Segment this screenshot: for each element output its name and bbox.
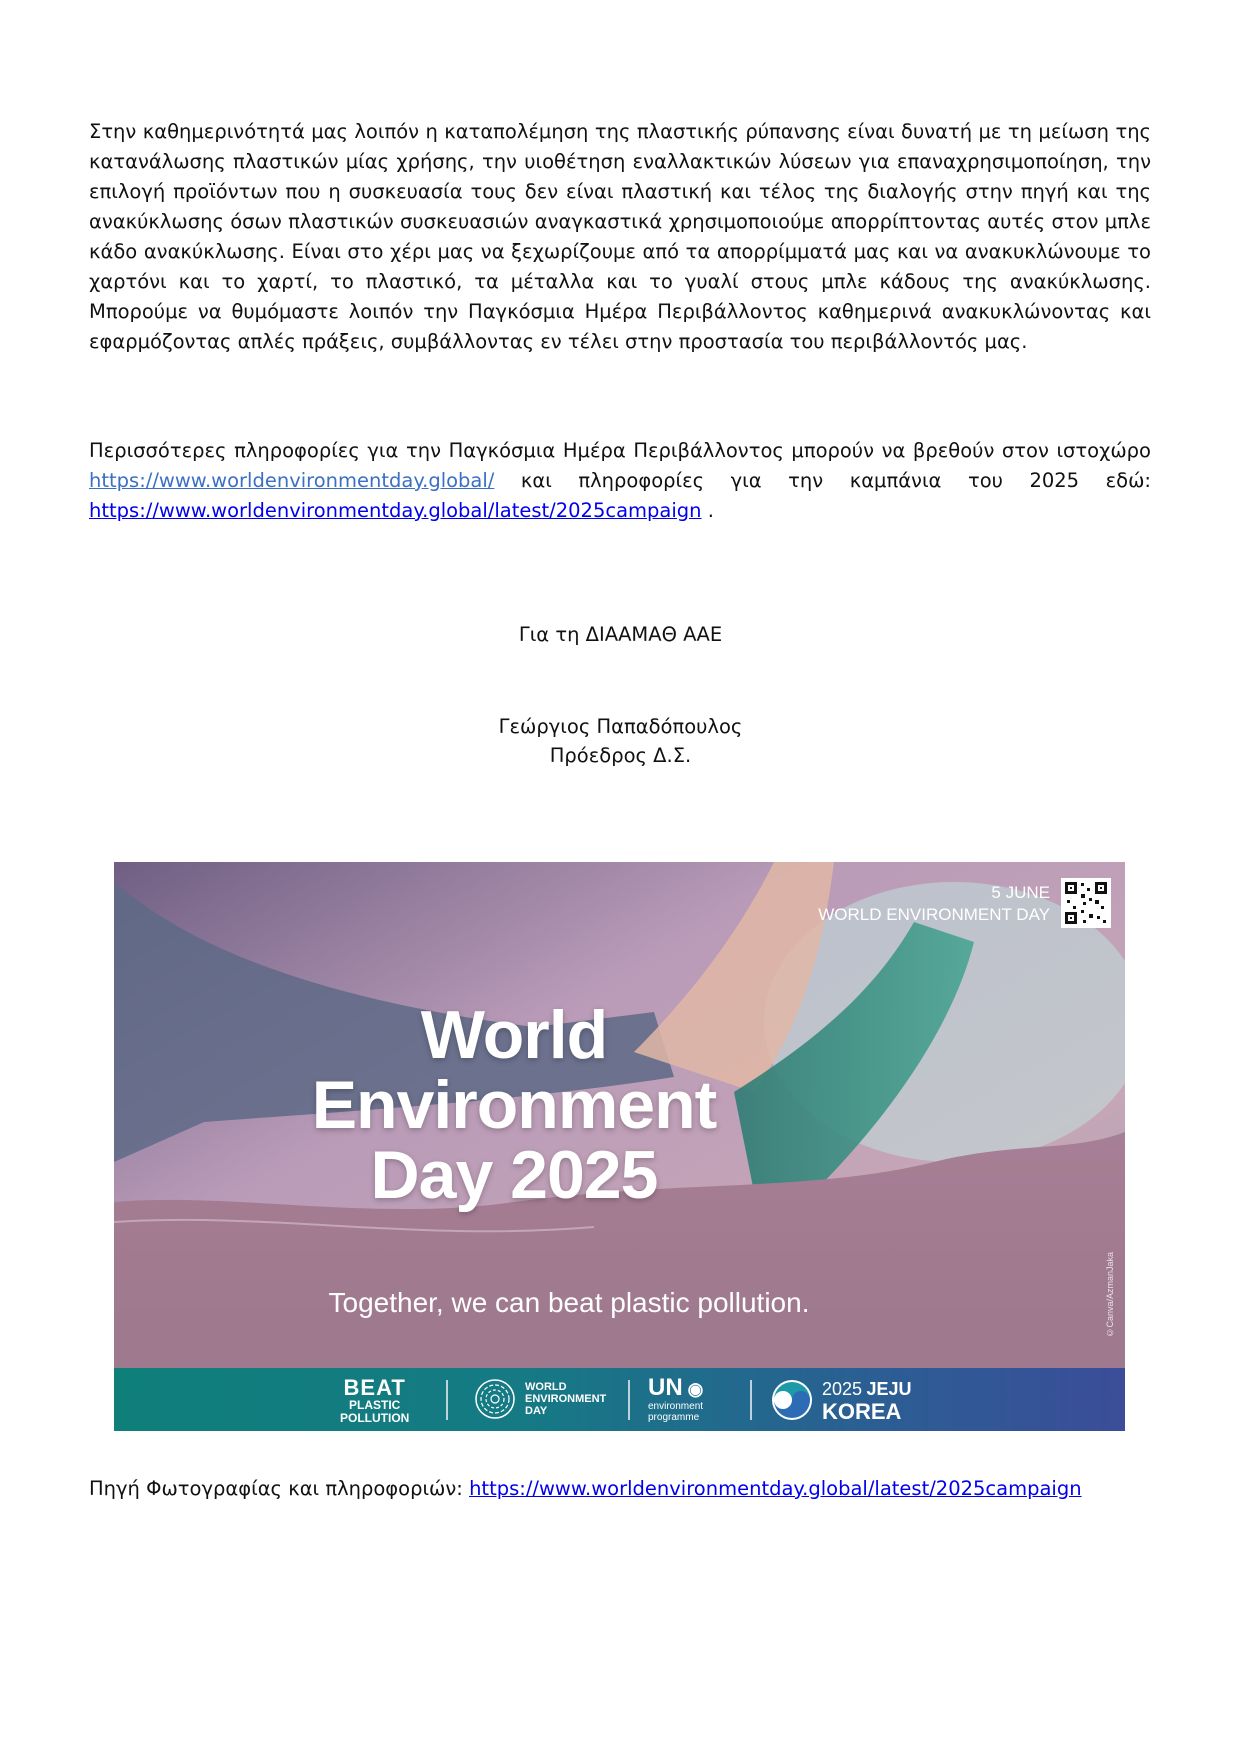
banner-title [114, 997, 914, 1213]
banner-title-line-2: Environment [311, 1067, 717, 1143]
campaign-2025-link[interactable]: https://www.worldenvironmentday.global/latest/2025campaign [89, 499, 702, 522]
plastic-text: PLASTIC [348, 1398, 401, 1412]
jeju-text: JEJU [866, 1379, 912, 1399]
more-info-text-3: . [701, 499, 714, 522]
banner-event-name: WORLD ENVIRONMENT DAY [818, 905, 1050, 924]
more-info-text-1: Περισσότερες πληροφορίες για την Παγκόσμια Ημέρα Περιβάλλοντος μπορούν να βρεθούν στον ιστοχώρο [89, 439, 1151, 462]
fingerprint-icon [474, 1378, 516, 1420]
banner-title-line-1: World [420, 997, 608, 1073]
qr-code-icon [1061, 878, 1111, 928]
banner-date-block [818, 882, 1050, 926]
banner-logo-strip [114, 1368, 1125, 1431]
banner-title-line-3: Day 2025 [370, 1137, 658, 1213]
signature-role: Πρόεδρος Δ.Σ. [549, 744, 692, 767]
body-paragraph-more-info [89, 436, 1151, 526]
wed-website-link[interactable]: https://www.worldenvironmentday.global/ [89, 469, 495, 492]
banner-photo-credit: ©Canva/AzmanJaka [1105, 1252, 1115, 1338]
un-environment-text: environment [648, 1401, 704, 1412]
logo-divider [750, 1380, 752, 1420]
un-text: UN [648, 1374, 683, 1401]
logo-divider [628, 1380, 630, 1420]
un-emblem-icon: ◉ [682, 1379, 704, 1399]
body-paragraph-recycling: Στην καθημερινότητά μας λοιπόν η καταπολέμηση της πλαστικής ρύπανσης είναι δυνατή με τη μείωση της κατανάλωσης πλαστικών μίας χρήσης, την υιοθέτηση εναλλακτικών λύσεων για επαναχρησιμοποίηση, την επιλογή προϊόντων που η συσκευασία τους δεν είναι πλαστική και τέλος της διαλογής στην πηγή και της ανακύκλωσης όσων πλαστικών συσκευασιών αναγκαστικά χρησιμοποιούμε απορρίπτοντας αυτές στον μπλε κάδο ανακύκλωσης. Είναι στο χέρι μας να ξεχωρίζουμε από τα απορρίμματά μας και να ανακυκλώνουμε το χαρτόνι και το χαρτί, το πλαστικό, τα μέταλλα και το γυαλί στους μπλε κάδους της ανακύκλωσης. Μπορούμε να θυμόμαστε λοιπόν την Παγκόσμια Ημέρα Περιβάλλοντος καθημερινά ανακυκλώνοντας και εφαρμόζοντας απλές πράξεις, συμβάλλοντας εν τέλει στην προστασία του περιβάλλοντός μας. [89, 120, 1151, 353]
un-programme-text: programme [648, 1412, 700, 1423]
jeju-korea-logo [822, 1379, 912, 1422]
unep-logo [648, 1376, 703, 1423]
more-info-text-2: και πληροφορίες για την καμπάνια του 2025 εδώ: [494, 469, 1151, 492]
wed-text-world: WORLD [525, 1381, 567, 1393]
signature-name: Γεώργιος Παπαδόπουλος [498, 715, 743, 738]
world-environment-day-banner [114, 862, 1125, 1431]
image-source-caption [89, 1474, 1082, 1504]
banner-tagline: Together, we can beat plastic pollution. [328, 1287, 810, 1318]
logo-divider [446, 1380, 448, 1420]
korea-text: KOREA [822, 1399, 902, 1424]
jeju-year: 2025 [822, 1379, 863, 1399]
caption-label: Πηγή Φωτογραφίας και πληροφοριών: [89, 1477, 470, 1500]
signature-organization: Για τη ΔΙΑΑΜΑΘ ΑΑΕ [518, 623, 723, 646]
wed-logo-text [525, 1381, 606, 1417]
banner-date: 5 JUNE [991, 883, 1050, 902]
beat-text: BEAT [343, 1375, 406, 1400]
beat-plastic-pollution-logo [340, 1377, 409, 1425]
wed-text-environment: ENVIRONMENT [525, 1393, 607, 1405]
wed-text-day: DAY [525, 1405, 548, 1417]
jeju-swirl-icon [770, 1378, 814, 1422]
pollution-text: POLLUTION [340, 1411, 410, 1425]
caption-source-link[interactable]: https://www.worldenvironmentday.global/latest/2025campaign [469, 1477, 1082, 1500]
